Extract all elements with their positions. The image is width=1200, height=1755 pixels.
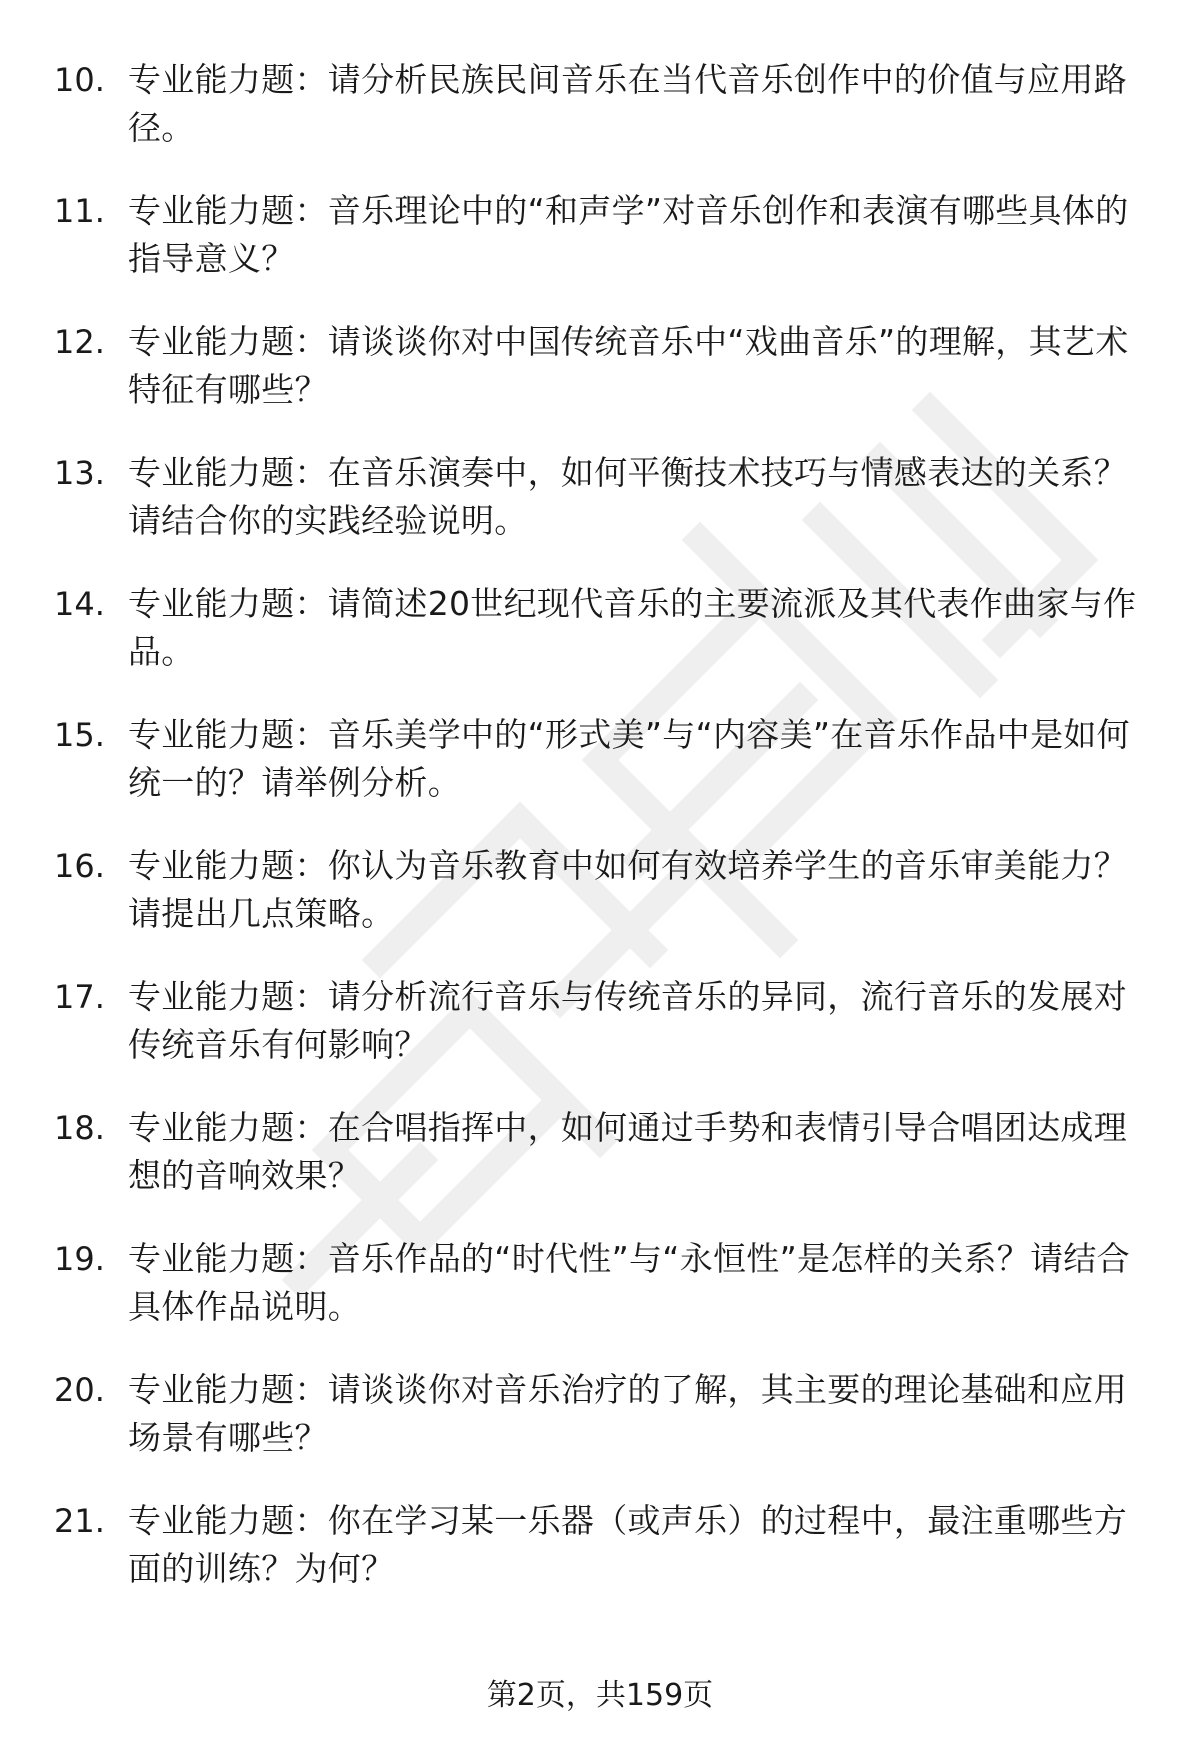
question-item	[0, 580, 1200, 711]
question-item	[0, 711, 1200, 842]
question-item	[0, 973, 1200, 1104]
question-item	[0, 318, 1200, 449]
question-number: 14.	[54, 585, 105, 623]
question-number: 16.	[54, 847, 105, 885]
question-text: 专业能力题：音乐理论中的“和声学”对音乐创作和表演有哪些具体的指导意义？	[128, 191, 1129, 278]
question-text: 专业能力题：请简述20世纪现代音乐的主要流派及其代表作曲家与作品。	[128, 584, 1137, 671]
question-item	[0, 187, 1200, 318]
question-number: 10.	[54, 61, 105, 99]
question-text: 专业能力题：请谈谈你对中国传统音乐中“戏曲音乐”的理解，其艺术特征有哪些？	[128, 322, 1129, 409]
question-number: 18.	[54, 1109, 105, 1147]
question-number: 13.	[54, 454, 105, 492]
question-number: 15.	[54, 716, 105, 754]
question-text: 专业能力题：音乐作品的“时代性”与“永恒性”是怎样的关系？请结合具体作品说明。	[128, 1239, 1130, 1326]
question-text: 专业能力题：你认为音乐教育中如何有效培养学生的音乐审美能力？请提出几点策略。	[128, 846, 1127, 933]
page-footer: 第2页，共159页	[486, 1678, 714, 1713]
question-text: 专业能力题：你在学习某一乐器（或声乐）的过程中，最注重哪些方面的训练？为何？	[128, 1501, 1127, 1588]
question-item	[0, 56, 1200, 187]
question-text: 专业能力题：请分析民族民间音乐在当代音乐创作中的价值与应用路径。	[128, 60, 1127, 147]
question-text: 专业能力题：在音乐演奏中，如何平衡技术技巧与情感表达的关系？请结合你的实践经验说明。	[128, 453, 1127, 540]
question-number: 17.	[54, 978, 105, 1016]
question-item	[0, 1235, 1200, 1366]
question-item	[0, 449, 1200, 580]
question-text: 专业能力题：请谈谈你对音乐治疗的了解，其主要的理论基础和应用场景有哪些？	[128, 1370, 1127, 1457]
question-number: 20.	[54, 1371, 105, 1409]
question-number: 11.	[54, 192, 105, 230]
question-text: 专业能力题：在合唱指挥中，如何通过手势和表情引导合唱团达成理想的音响效果？	[128, 1108, 1127, 1195]
question-item	[0, 1497, 1200, 1628]
question-item	[0, 842, 1200, 973]
question-item	[0, 1104, 1200, 1235]
question-text: 专业能力题：请分析流行音乐与传统音乐的异同，流行音乐的发展对传统音乐有何影响？	[128, 977, 1127, 1064]
question-list	[0, 56, 1200, 1628]
question-text: 专业能力题：音乐美学中的“形式美”与“内容美”在音乐作品中是如何统一的？请举例分析。	[128, 715, 1130, 802]
question-number: 12.	[54, 323, 105, 361]
question-number: 19.	[54, 1240, 105, 1278]
question-number: 21.	[54, 1502, 105, 1540]
question-item	[0, 1366, 1200, 1497]
